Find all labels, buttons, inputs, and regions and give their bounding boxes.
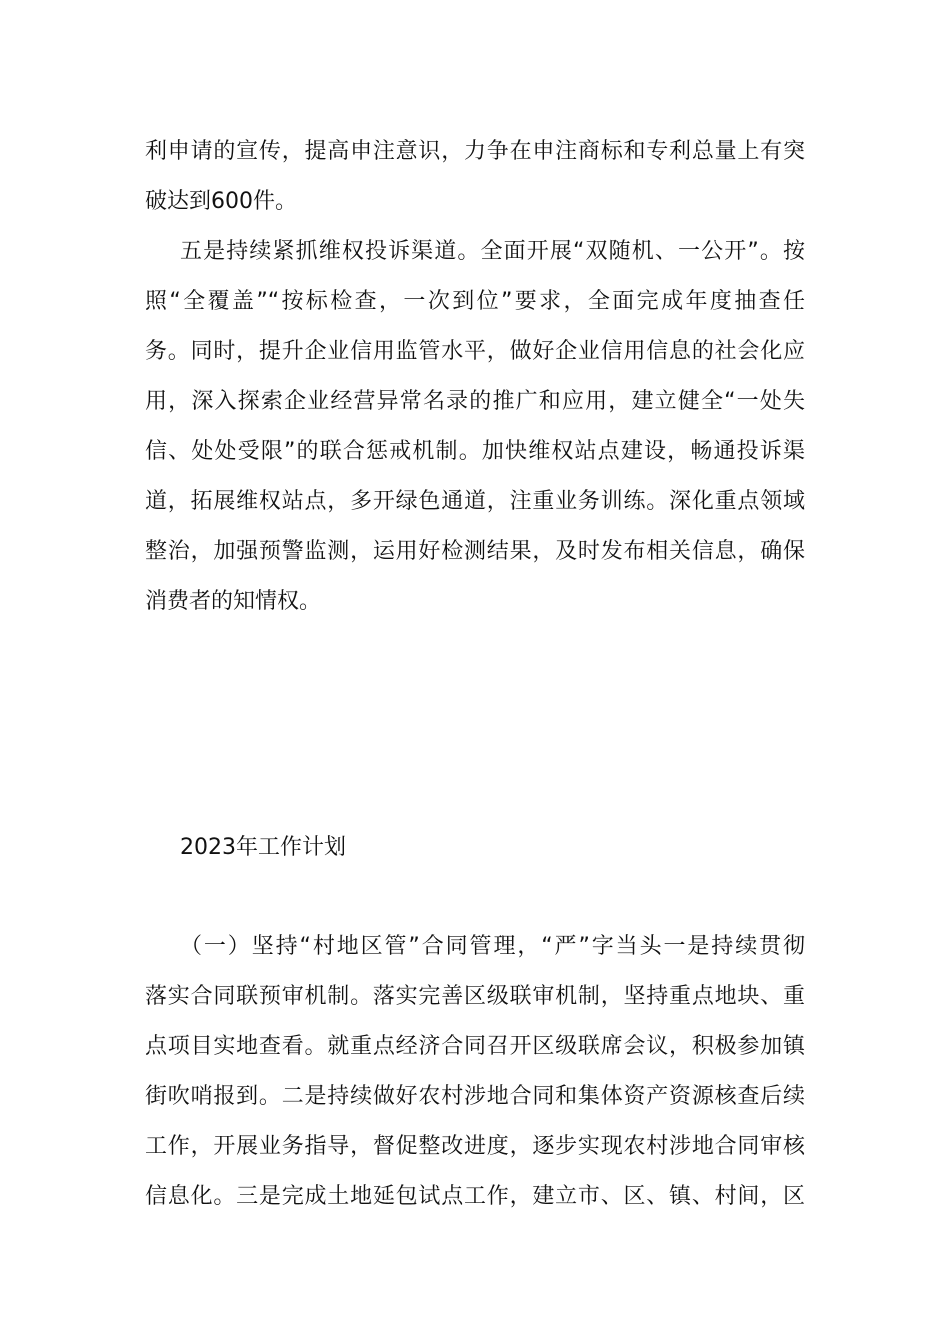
text-line: 破达到600件。: [145, 189, 297, 214]
text-line: 照“全覆盖”“按标检查，一次到位”要求，全面完成年度抽查任: [145, 289, 805, 314]
paragraph-patent-application: [145, 127, 805, 227]
text-line: 用，深入探索企业经营异常名录的推广和应用，建立健全“一处失: [145, 389, 805, 414]
section-heading-block: [180, 823, 580, 873]
text-line: 整治，加强预警监测，运用好检测结果，及时发布相关信息，确保: [145, 539, 805, 564]
text-line: 道，拓展维权站点，多开绿色通道，注重业务训练。深化重点领域: [145, 489, 805, 514]
text-line: 工作，开展业务指导，督促整改进度，逐步实现农村涉地合同审核: [145, 1134, 805, 1159]
text-line: 落实合同联预审机制。落实完善区级联审机制，坚持重点地块、重: [145, 984, 805, 1009]
text-line: 信、处处受限”的联合惩戒机制。加快维权站点建设，畅通投诉渠: [145, 439, 805, 464]
paragraph-contract-management: [145, 922, 805, 1222]
text-line: 街吹哨报到。二是持续做好农村涉地合同和集体资产资源核查后续: [145, 1084, 805, 1109]
paragraph-rights-protection: [145, 227, 805, 627]
text-line: 务。同时，提升企业信用监管水平，做好企业信用信息的社会化应: [145, 339, 805, 364]
text-line: 利申请的宣传，提高申注意识，力争在申注商标和专利总量上有突: [145, 139, 805, 164]
text-line: 五是持续紧抓维权投诉渠道。全面开展“双随机、一公开”。按: [180, 239, 806, 264]
text-line: （一）坚持“村地区管”合同管理，“严”字当头一是持续贯彻: [180, 934, 805, 959]
text-line: 点项目实地查看。就重点经济合同召开区级联席会议，积极参加镇: [145, 1034, 805, 1059]
section-heading: 2023年工作计划: [180, 835, 346, 860]
text-line: 信息化。三是完成土地延包试点工作，建立市、区、镇、村间，区: [145, 1184, 805, 1209]
text-line: 消费者的知情权。: [145, 589, 322, 614]
